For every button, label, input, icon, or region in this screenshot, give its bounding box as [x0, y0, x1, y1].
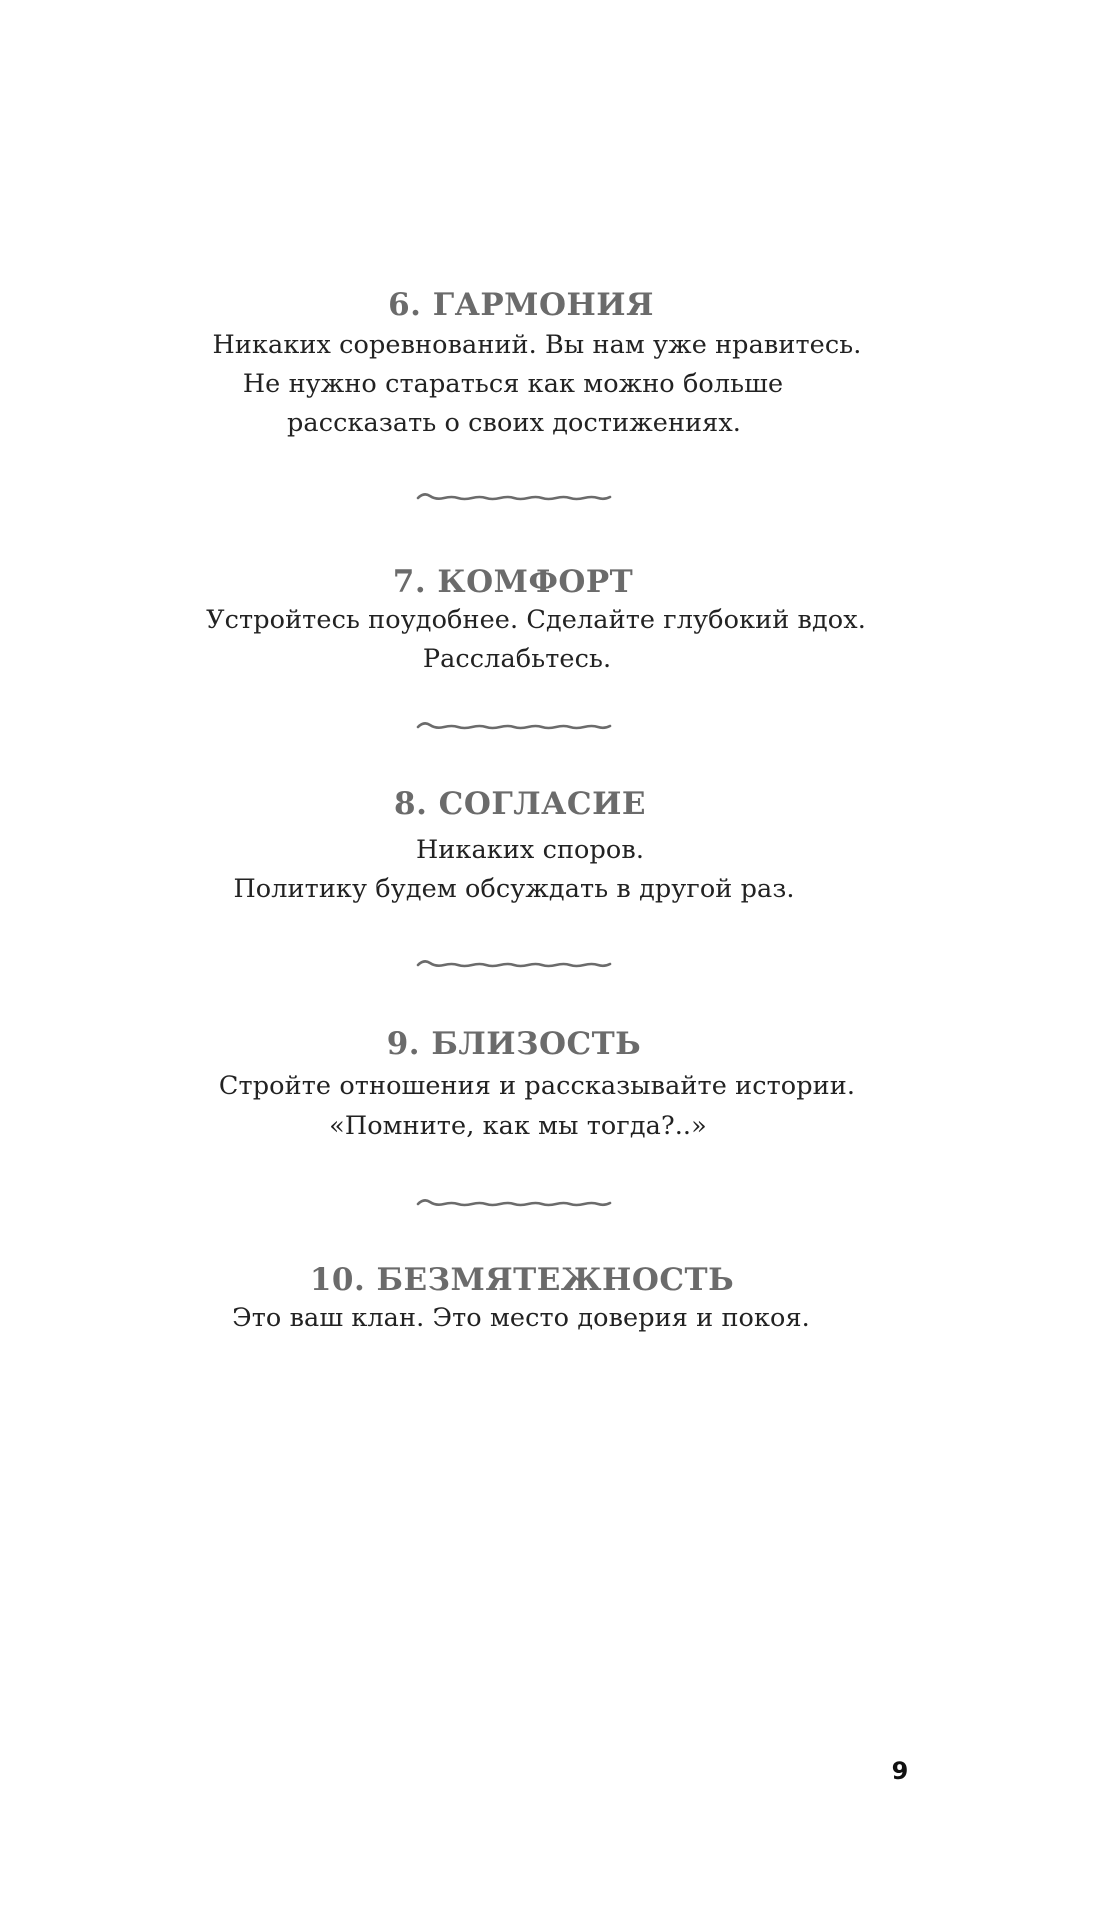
- section-text-line: Это ваш клан. Это место доверия и покоя.: [232, 1303, 810, 1333]
- section-heading-serenity: 10. БЕЗМЯТЕЖНОСТЬ: [309, 1262, 735, 1298]
- section-heading-agreement: 8. СОГЛАСИЕ: [394, 786, 646, 822]
- wavy-divider-icon: [416, 1197, 612, 1211]
- section-text-line: Устройтесь поудобнее. Сделайте глубокий вдох.: [206, 605, 866, 635]
- section-text-line: Стройте отношения и рассказывайте истории.: [218, 1071, 856, 1101]
- wavy-divider-icon: [416, 958, 612, 972]
- section-text-line: Никаких споров.: [415, 835, 645, 865]
- wavy-divider-icon: [416, 720, 612, 734]
- section-text-line: Политику будем обсуждать в другой раз.: [233, 874, 795, 904]
- section-text-line: Расслабьтесь.: [422, 644, 612, 674]
- section-heading-comfort: 7. КОМФОРТ: [392, 564, 634, 600]
- section-heading-harmony: 6. ГАРМОНИЯ: [388, 287, 654, 323]
- section-text-line: рассказать о своих достижениях.: [286, 408, 742, 438]
- section-text-line: Не нужно стараться как можно больше: [242, 369, 784, 399]
- section-text-line: Никаких соревнований. Вы нам уже нравитесь.: [212, 330, 862, 360]
- page-number: 9: [891, 1757, 909, 1785]
- wavy-divider-icon: [416, 491, 612, 505]
- section-heading-closeness: 9. БЛИЗОСТЬ: [386, 1026, 642, 1062]
- section-text-line: «Помните, как мы тогда?..»: [329, 1111, 707, 1141]
